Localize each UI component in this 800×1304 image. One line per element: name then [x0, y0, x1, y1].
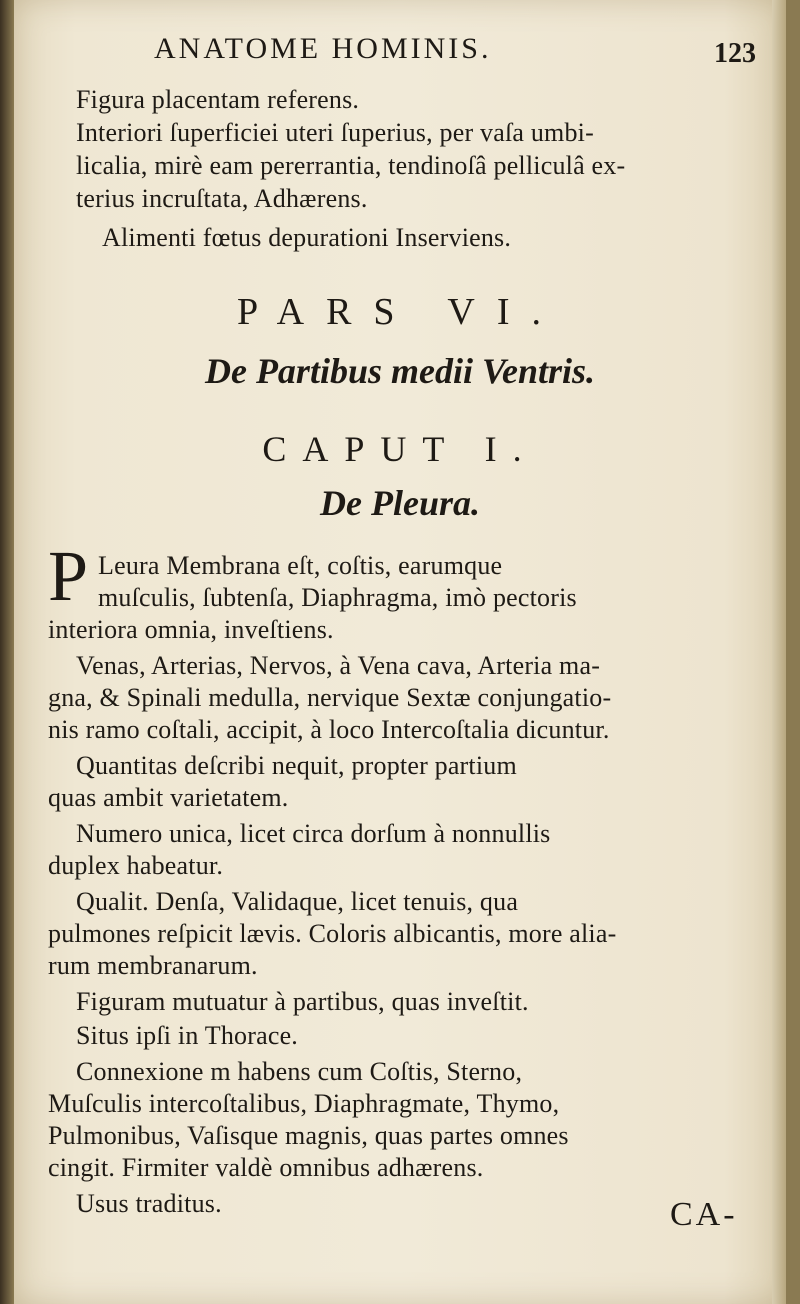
text-line: cingit. Firmiter valdè omnibus adhærens.	[48, 1153, 484, 1182]
text-line: Qualit. Denſa, Validaque, licet tenuis, qua	[76, 887, 519, 916]
text-line: licalia, mirè eam pererrantia, tendinoſâ pelliculâ ex-	[76, 151, 626, 180]
book-spine-shadow	[0, 0, 14, 1304]
text-line: terius incruſtata, Adhærens.	[76, 184, 368, 213]
part-title: De Partibus medii Ventris.	[204, 351, 596, 391]
page-edge	[772, 0, 786, 1304]
catchword: CA-	[670, 1196, 738, 1233]
text-line: Connexione m habens cum Coſtis, Sterno,	[76, 1057, 523, 1086]
chapter-heading: CAPUT I.	[262, 429, 538, 469]
page-number: 123	[714, 38, 756, 69]
text-line: interiora omnia, inveſtiens.	[48, 615, 334, 644]
drop-cap: P	[48, 536, 89, 616]
text-line: Muſculis intercoſtalibus, Diaphragmate, Thymo,	[48, 1089, 560, 1118]
text-line: Venas, Arterias, Nervos, à Vena cava, Arteria ma-	[76, 651, 601, 680]
book-page	[14, 0, 786, 1304]
text-line: rum membranarum.	[48, 951, 258, 980]
text-line: Leura Membrana eſt, coſtis, earumque	[98, 551, 503, 580]
text-line: muſculis, ſubtenſa, Diaphragma, imò pectoris	[98, 583, 577, 612]
text-line: duplex habeatur.	[48, 851, 224, 880]
text-line: Alimenti fœtus depurationi Inserviens.	[102, 223, 512, 252]
text-line: Usus traditus.	[76, 1189, 222, 1218]
text-line: Situs ipſi in Thorace.	[76, 1021, 299, 1050]
running-header: ANATOME HOMINIS.	[154, 32, 492, 65]
text-line: Numero unica, licet circa dorſum à nonnullis	[76, 819, 551, 848]
text-line: Figuram mutuatur à partibus, quas inveſtit.	[76, 987, 529, 1016]
part-heading: PARS VI.	[237, 291, 563, 333]
chapter-title: De Pleura.	[320, 483, 480, 523]
text-line: quas ambit varietatem.	[48, 783, 289, 812]
text-line: Figura placentam referens.	[76, 85, 360, 114]
text-line: Interiori ſuperficiei uteri ſuperius, per vaſa umbi-	[76, 118, 594, 147]
text-line: gna, & Spinali medulla, nervique Sextæ conjungatio-	[48, 683, 612, 712]
text-line: Pulmonibus, Vaſisque magnis, quas partes omnes	[48, 1121, 569, 1150]
text-line: Quantitas deſcribi nequit, propter partium	[76, 751, 517, 780]
text-line: pulmones reſpicit lævis. Coloris albicantis, more alia-	[48, 919, 617, 948]
text-line: nis ramo coſtali, accipit, à loco Intercoſtalia dicuntur.	[48, 715, 610, 744]
